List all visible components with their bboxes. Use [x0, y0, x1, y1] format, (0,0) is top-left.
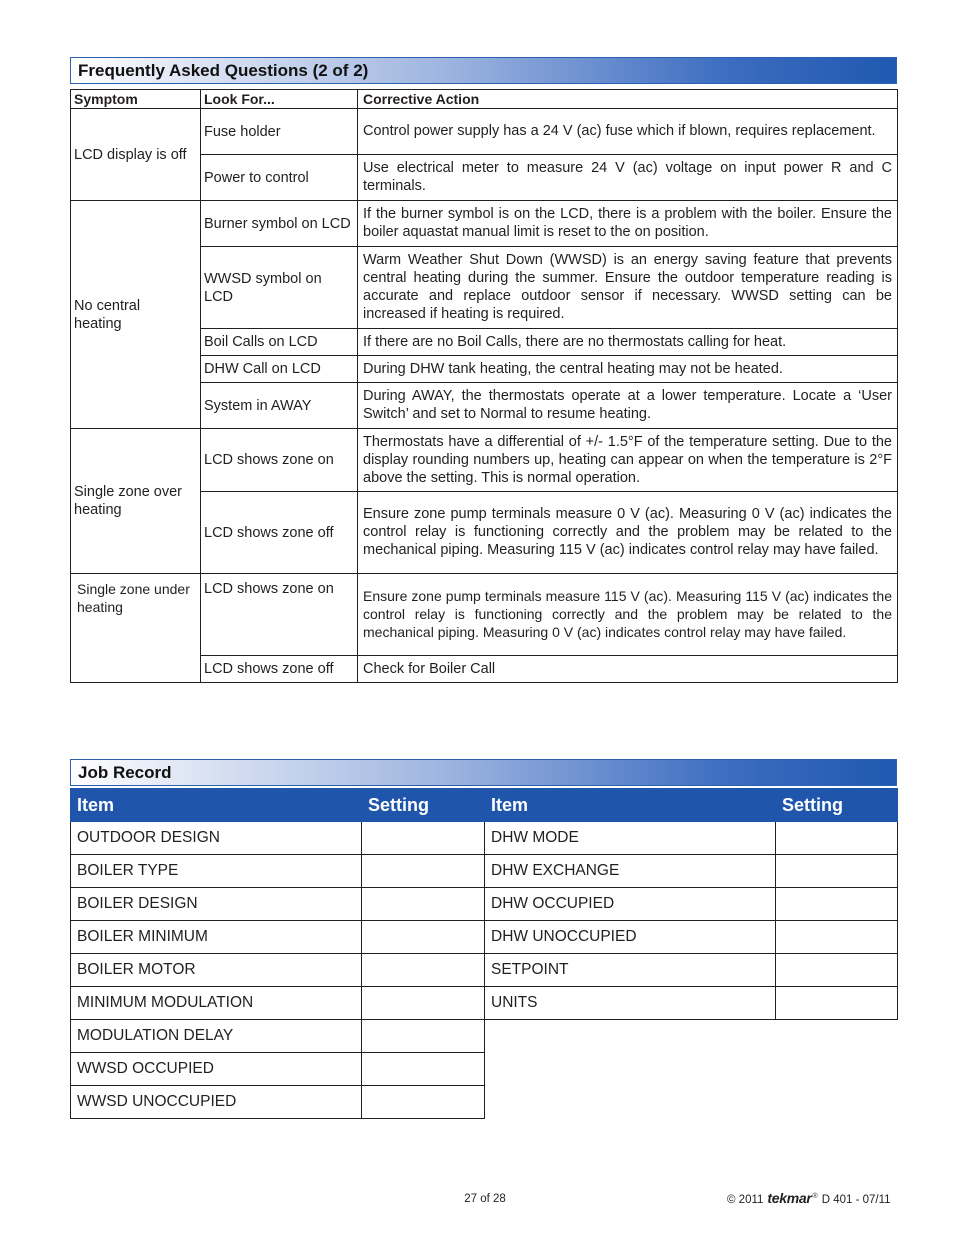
- item-cell: WWSD OCCUPIED: [71, 1053, 362, 1086]
- item-cell: BOILER MOTOR: [71, 954, 362, 987]
- look-for-cell: DHW Call on LCD: [201, 356, 358, 383]
- setting-cell[interactable]: [362, 1020, 485, 1053]
- look-for-cell: LCD shows zone on: [201, 574, 358, 656]
- header-look-for: Look For...: [201, 90, 358, 109]
- setting-cell[interactable]: [362, 1053, 485, 1086]
- table-row: [71, 822, 898, 855]
- header-setting-right: Setting: [776, 789, 898, 822]
- empty-cell: [485, 1053, 898, 1086]
- look-for-cell: LCD shows zone off: [201, 492, 358, 574]
- document-code: D 401 - 07/11: [821, 1194, 891, 1206]
- setting-cell[interactable]: [776, 888, 898, 921]
- action-cell: Ensure zone pump terminals measure 115 V (ac). Measuring 115 V (ac) indicates the control relay is functioning correctly and the problem may be related to the mechanical piping. Measuring 0 V (ac) indicates control relay may have failed.: [358, 574, 898, 656]
- setting-cell[interactable]: [362, 822, 485, 855]
- faq-section-header: [70, 57, 897, 84]
- header-item-right: Item: [485, 789, 776, 822]
- action-cell: Thermostats have a differential of +/- 1.5°F of the temperature setting. Due to the display rounding numbers up, heating can appear on when the temperature is 2°F above the setting. This is normal operation.: [358, 429, 898, 492]
- look-for-cell: System in AWAY: [201, 383, 358, 429]
- item-cell: DHW EXCHANGE: [485, 855, 776, 888]
- setting-cell[interactable]: [776, 954, 898, 987]
- item-cell: BOILER MINIMUM: [71, 921, 362, 954]
- look-for-cell: LCD shows zone on: [201, 429, 358, 492]
- action-cell: Warm Weather Shut Down (WWSD) is an energy saving feature that prevents central heating during the summer. Ensure the outdoor temperature reading is accurate and replace outdoor sensor if necessary. WWSD setting can be increased if heating is required.: [358, 247, 898, 329]
- action-cell: If the burner symbol is on the LCD, there is a problem with the boiler. Ensure the boiler aquastat manual limit is reset to the on position.: [358, 201, 898, 247]
- faq-title: Frequently Asked Questions (2 of 2): [78, 61, 369, 80]
- header-item-left: Item: [71, 789, 362, 822]
- item-cell: SETPOINT: [485, 954, 776, 987]
- faq-row: [71, 201, 898, 247]
- faq-table: [70, 89, 898, 683]
- action-cell: During DHW tank heating, the central heating may not be heated.: [358, 356, 898, 383]
- look-for-cell: Burner symbol on LCD: [201, 201, 358, 247]
- faq-row: [71, 429, 898, 492]
- job-record-title: Job Record: [78, 763, 172, 782]
- action-cell: Control power supply has a 24 V (ac) fuse which if blown, requires replacement.: [358, 109, 898, 155]
- item-cell: DHW MODE: [485, 822, 776, 855]
- table-row: [71, 921, 898, 954]
- symptom-cell: LCD display is off: [71, 109, 201, 201]
- header-corrective-action: Corrective Action: [358, 90, 898, 109]
- table-row: [71, 954, 898, 987]
- empty-cell: [485, 1086, 898, 1119]
- item-cell: UNITS: [485, 987, 776, 1020]
- setting-cell[interactable]: [362, 888, 485, 921]
- look-for-cell: WWSD symbol on LCD: [201, 247, 358, 329]
- registered-mark: ®: [812, 1193, 818, 1201]
- page-number: 27 of 28: [464, 1193, 506, 1205]
- faq-row: [71, 574, 898, 656]
- table-row: [71, 855, 898, 888]
- setting-cell[interactable]: [362, 1086, 485, 1119]
- setting-cell[interactable]: [776, 987, 898, 1020]
- item-cell: OUTDOOR DESIGN: [71, 822, 362, 855]
- table-row: [71, 1086, 898, 1119]
- table-row: [71, 987, 898, 1020]
- look-for-cell: Fuse holder: [201, 109, 358, 155]
- item-cell: DHW OCCUPIED: [485, 888, 776, 921]
- setting-cell[interactable]: [776, 921, 898, 954]
- table-row: [71, 1020, 898, 1053]
- symptom-cell: Single zone under heating: [71, 574, 201, 683]
- setting-cell[interactable]: [776, 822, 898, 855]
- item-cell: WWSD UNOCCUPIED: [71, 1086, 362, 1119]
- setting-cell[interactable]: [362, 987, 485, 1020]
- action-cell: Ensure zone pump terminals measure 0 V (ac). Measuring 0 V (ac) indicates the control relay is functioning correctly and the problem may be related to the mechanical piping. Measuring 115 V (ac) indicates control relay may have failed.: [358, 492, 898, 574]
- look-for-cell: LCD shows zone off: [201, 656, 358, 683]
- setting-cell[interactable]: [362, 921, 485, 954]
- item-cell: MINIMUM MODULATION: [71, 987, 362, 1020]
- symptom-cell: Single zone over heating: [71, 429, 201, 574]
- action-cell: Check for Boiler Call: [358, 656, 898, 683]
- setting-cell[interactable]: [362, 855, 485, 888]
- table-row: [71, 888, 898, 921]
- setting-cell[interactable]: [776, 855, 898, 888]
- copyright-text: © 2011: [727, 1194, 764, 1206]
- action-cell: During AWAY, the thermostats operate at a lower temperature. Locate a ‘User Switch’ and set to Normal to resume heating.: [358, 383, 898, 429]
- symptom-cell: No central heating: [71, 201, 201, 429]
- job-header-row: [71, 789, 898, 822]
- job-record-table: [70, 788, 898, 1119]
- item-cell: BOILER TYPE: [71, 855, 362, 888]
- job-record-section-header: [70, 759, 897, 786]
- footer-copyright: [727, 1190, 891, 1206]
- faq-header-row: [71, 90, 898, 109]
- faq-row: [71, 109, 898, 155]
- item-cell: MODULATION DELAY: [71, 1020, 362, 1053]
- action-cell: If there are no Boil Calls, there are no thermostats calling for heat.: [358, 329, 898, 356]
- header-symptom: Symptom: [71, 90, 201, 109]
- table-row: [71, 1053, 898, 1086]
- look-for-cell: Power to control: [201, 155, 358, 201]
- header-setting-left: Setting: [362, 789, 485, 822]
- item-cell: DHW UNOCCUPIED: [485, 921, 776, 954]
- brand-logo: tekmar: [767, 1190, 812, 1206]
- item-cell: BOILER DESIGN: [71, 888, 362, 921]
- look-for-cell: Boil Calls on LCD: [201, 329, 358, 356]
- empty-cell: [485, 1020, 898, 1053]
- action-cell: Use electrical meter to measure 24 V (ac) voltage on input power R and C terminals.: [358, 155, 898, 201]
- setting-cell[interactable]: [362, 954, 485, 987]
